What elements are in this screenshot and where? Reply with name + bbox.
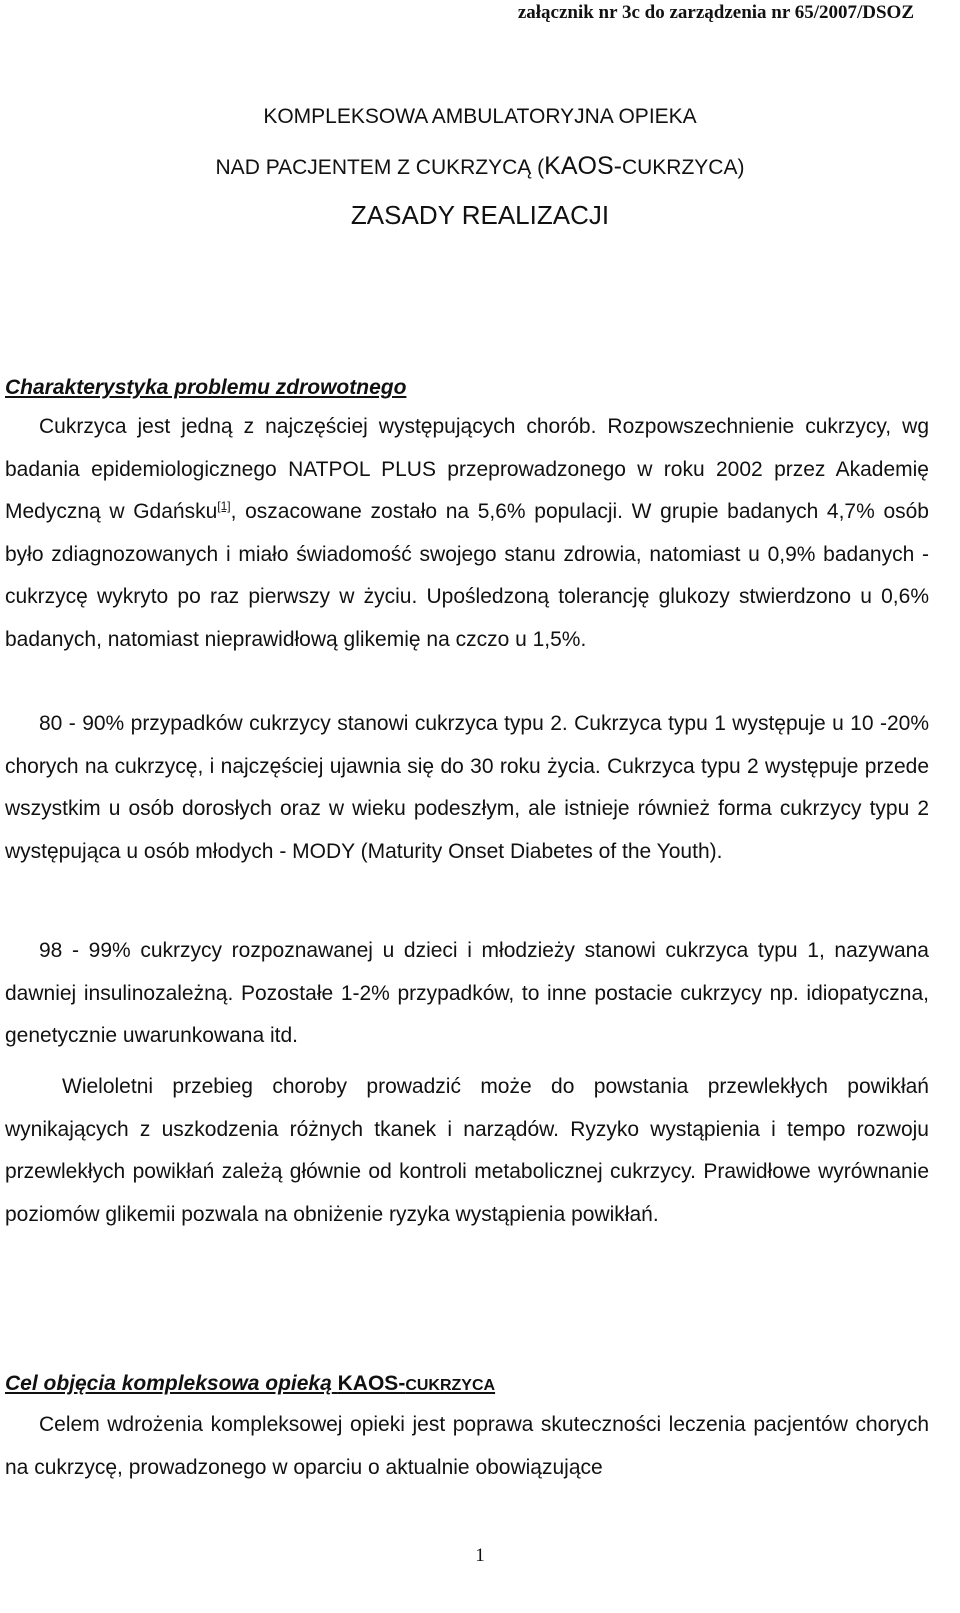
document-subtitle: ZASADY REALIZACJI xyxy=(350,200,610,230)
section-heading-goal-text: Cel objęcia kompleksowa opieką xyxy=(5,1372,332,1395)
paragraph-prevalence-part1: Cukrzyca jest jedną z najczęściej występujących chorób. Rozpowszechnienie cukrzycy, wg badania epidemiologicznego NATPOL PLUS przeprowadzonego w roku 2002 przez Akademię Medyczną w Gdańsku xyxy=(5,415,929,524)
paragraph-prevalence-part2: , oszacowane zostało na 5,6% populacji. W grupie badanych 4,7% osób było zdiagnozowanych i miało świadomość swojego stanu zdrowia, natomiast u 0,9% badanych - cukrzycę wykryto po raz pierwszy w życiu. Upośledzoną tolerancję glukozy stwierdzono u 0,6% badanych, natomiast nieprawidłową glikemię na czczo u 1,5%. xyxy=(5,500,929,651)
section-heading-characteristics: Charakterystyka problemu zdrowotnego xyxy=(5,376,407,399)
paragraph-complications: Wieloletni przebieg choroby prowadzić może do powstania przewlekłych powikłań wynikających z uszkodzenia różnych tkanek i narządów. Ryzyko wystąpienia i tempo rozwoju przewlekłych powikłań zależą głównie od kontroli metabolicznej cukrzycy. Prawidłowe wyrównanie poziomów glikemii pozwala na obniżenie ryzyka wystąpienia powikłań. xyxy=(5,1075,929,1226)
title-line2-acronym: KAOS- xyxy=(544,152,622,180)
document-title-line1: KOMPLEKSOWA AMBULATORYJNA OPIEKA xyxy=(263,105,697,128)
paragraph-diabetes-types: 80 - 90% przypadków cukrzycy stanowi cukrzyca typu 2. Cukrzyca typu 1 występuje u 10 -20% chorych na cukrzycę, i najczęściej ujawnia się do 30 roku życia. Cukrzyca typu 2 występuje przede wszystkim u osób dorosłych oraz w wieku podeszłym, ale istnieje również forma cukrzycy typu 2 występująca u osób młodych - MODY (Maturity Onset Diabetes of the Youth). xyxy=(5,712,929,863)
footnote-reference[interactable]: [1] xyxy=(217,499,231,514)
page-number: 1 xyxy=(475,1545,485,1566)
section-heading-goal xyxy=(5,1370,495,1400)
section-heading-goal-acronym: KAOS- xyxy=(337,1372,406,1395)
document-title-line2 xyxy=(0,152,960,182)
section-heading-goal-small: CUKRZYCA xyxy=(405,1377,496,1394)
annex-header: załącznik nr 3c do zarządzenia nr 65/2007/DSOZ xyxy=(517,2,914,23)
title-line2-prefix: NAD PACJENTEM Z CUKRZYCĄ ( xyxy=(215,156,545,179)
paragraph-prevalence xyxy=(5,406,929,662)
title-line2-suffix: CUKRZYCA) xyxy=(621,156,745,179)
paragraph-children: 98 - 99% cukrzycy rozpoznawanej u dzieci i młodzieży stanowi cukrzyca typu 1, nazywana dawniej insulinozależną. Pozostałe 1-2% przypadków, to inne postacie cukrzycy np. idiopatyczna, genetycznie uwarunkowana itd. xyxy=(5,939,929,1048)
paragraph-goal: Celem wdrożenia kompleksowej opieki jest poprawa skuteczności leczenia pacjentów chorych na cukrzycę, prowadzonego w oparciu o aktualnie obowiązujące xyxy=(5,1413,929,1479)
